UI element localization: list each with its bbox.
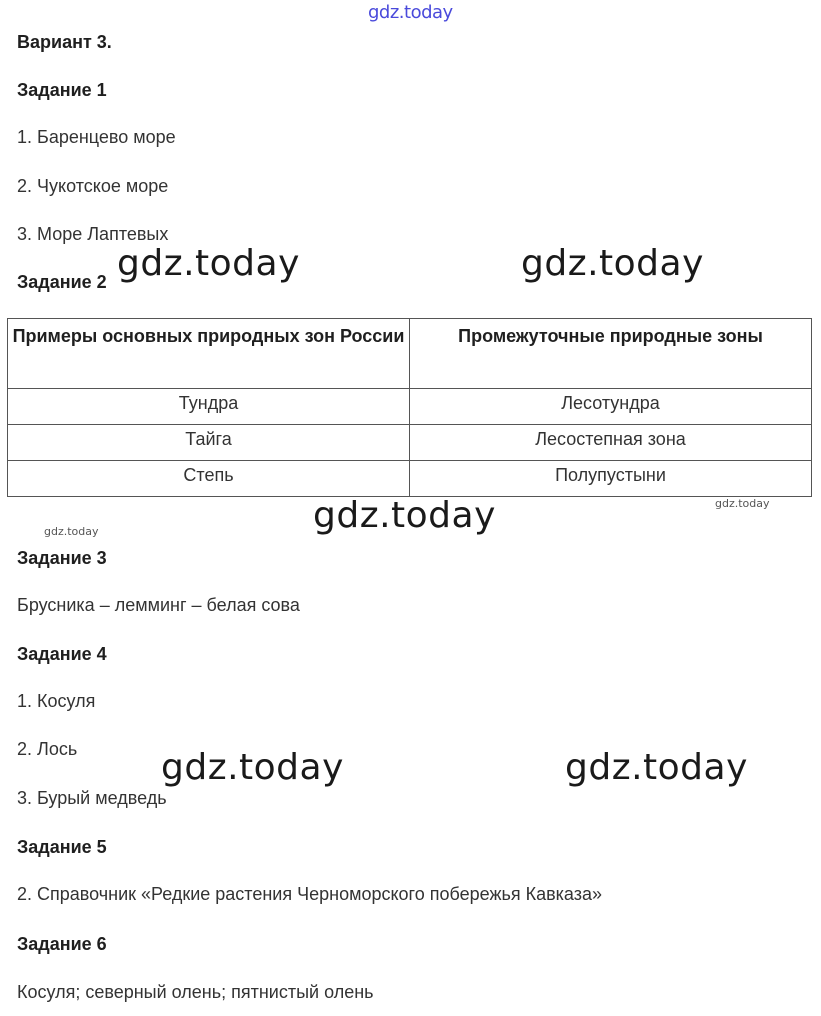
task5-text: 2. Справочник «Редкие растения Черноморского побережья Кавказа» [17, 884, 603, 904]
watermark-large: gdz.today [313, 495, 496, 536]
table-row [8, 461, 812, 497]
task5-heading: Задание 5 [17, 837, 107, 857]
task1-item-3: 3. Море Лаптевых [17, 224, 169, 244]
table-cell: Лесостепная зона [410, 425, 812, 461]
table-header-intermediate-zones: Промежуточные природные зоны [410, 319, 812, 389]
task6-heading: Задание 6 [17, 934, 107, 954]
watermark-large: gdz.today [565, 747, 748, 788]
watermark-large: gdz.today [521, 243, 704, 284]
task4-item-1: 1. Косуля [17, 691, 96, 711]
watermark-large: gdz.today [161, 747, 344, 788]
table-cell: Тайга [8, 425, 410, 461]
variant-title: Вариант 3. [17, 32, 112, 52]
task1-item-1: 1. Баренцево море [17, 127, 176, 147]
table-cell: Лесотундра [410, 389, 812, 425]
task4-item-3: 3. Бурый медведь [17, 788, 167, 808]
table-header-row [8, 319, 812, 389]
watermark-large: gdz.today [117, 243, 300, 284]
task3-text: Брусника – лемминг – белая сова [17, 595, 300, 615]
watermark-small: gdz.today [715, 497, 770, 510]
task4-item-2: 2. Лось [17, 739, 78, 759]
table-cell: Степь [8, 461, 410, 497]
table-row [8, 389, 812, 425]
task4-heading: Задание 4 [17, 644, 107, 664]
task2-heading: Задание 2 [17, 272, 107, 292]
table-row [8, 425, 812, 461]
table-cell: Тундра [8, 389, 410, 425]
watermark-small: gdz.today [44, 525, 99, 538]
task3-heading: Задание 3 [17, 548, 107, 568]
task6-text: Косуля; северный олень; пятнистый олень [17, 982, 374, 1002]
task1-item-2: 2. Чукотское море [17, 176, 169, 196]
task1-heading: Задание 1 [17, 80, 107, 100]
natural-zones-table [7, 318, 812, 497]
watermark-top: gdz.today [368, 2, 453, 23]
table-cell: Полупустыни [410, 461, 812, 497]
table-header-main-zones: Примеры основных природных зон России [8, 319, 410, 389]
